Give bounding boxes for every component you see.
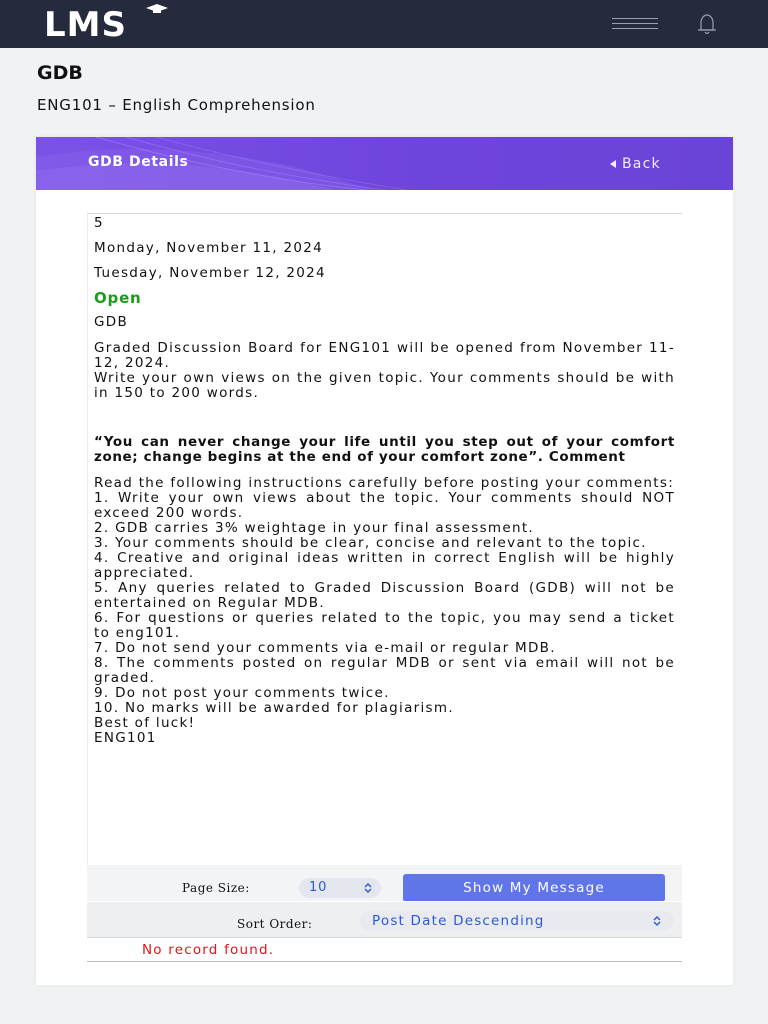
gdb-type: GDB <box>94 314 129 330</box>
instruction-item: 10. No marks will be awarded for plagiarism. <box>94 700 454 716</box>
gdb-number: 5 <box>94 215 104 231</box>
page-size-label: Page Size: <box>182 881 250 895</box>
instruction-item: 5. Any queries related to Graded Discussion Board (GDB) will not be entertained on Regular MDB. <box>94 580 675 611</box>
status-badge: Open <box>94 289 142 307</box>
card-title: GDB Details <box>88 154 189 170</box>
sort-order-label: Sort Order: <box>237 917 313 931</box>
top-navbar <box>0 0 768 48</box>
sort-order-value: Post Date Descending <box>372 913 545 929</box>
intro-line-1: Graded Discussion Board for ENG101 will be opened from November 11-12, 2024. <box>94 340 675 371</box>
sort-row <box>87 901 682 937</box>
lms-logo[interactable] <box>44 5 127 45</box>
bell-icon[interactable] <box>692 12 722 36</box>
sort-order-select[interactable] <box>360 911 674 931</box>
updown-chevron-icon <box>363 883 373 893</box>
caret-left-icon <box>610 160 616 168</box>
logo-text: LMS <box>44 5 127 45</box>
instruction-item: 3. Your comments should be clear, concise and relevant to the topic. <box>94 535 647 551</box>
page-size-select[interactable] <box>299 878 381 898</box>
no-record-message: No record found. <box>142 942 275 958</box>
page-title: GDB <box>37 62 83 84</box>
instruction-item: 2. GDB carries 3% weightage in your final assessment. <box>94 520 535 536</box>
graduation-cap-icon <box>146 4 168 14</box>
updown-chevron-icon <box>652 916 662 926</box>
signature: ENG101 <box>94 730 157 746</box>
message-controls <box>87 865 682 937</box>
discussion-topic: “You can never change your life until you step out of your comfort zone; change begins at the end of your comfort zone”. Comment <box>94 434 675 465</box>
instructions-heading: Read the following instructions carefully before posting your comments: <box>94 475 675 491</box>
back-link[interactable] <box>610 156 661 172</box>
start-date: Monday, November 11, 2024 <box>94 240 324 256</box>
card-header <box>36 137 733 190</box>
gdb-details-card <box>36 137 733 985</box>
show-my-message-button[interactable]: Show My Message <box>403 874 665 902</box>
instruction-item: 1. Write your own views about the topic. Your comments should NOT exceed 200 words. <box>94 490 675 521</box>
instruction-item: 8. The comments posted on regular MDB or sent via email will not be graded. <box>94 655 675 686</box>
intro-line-2: Write your own views on the given topic. Your comments should be with in 150 to 200 words. <box>94 370 675 401</box>
messages-table <box>87 937 682 962</box>
instruction-item: 9. Do not post your comments twice. <box>94 685 390 701</box>
gdb-content <box>87 213 682 865</box>
hamburger-menu-icon[interactable] <box>612 16 658 32</box>
page-size-value: 10 <box>309 880 328 895</box>
instruction-item: 6. For questions or queries related to the topic, you may send a ticket to eng101. <box>94 610 675 641</box>
instruction-item: 4. Creative and original ideas written in correct English will be highly appreciated. <box>94 550 675 581</box>
gdb-text <box>94 216 675 746</box>
course-subtitle: ENG101 – English Comprehension <box>37 96 316 114</box>
back-label: Back <box>622 156 661 172</box>
closing-line: Best of luck! <box>94 715 196 731</box>
end-date: Tuesday, November 12, 2024 <box>94 265 326 281</box>
instruction-item: 7. Do not send your comments via e-mail or regular MDB. <box>94 640 556 656</box>
